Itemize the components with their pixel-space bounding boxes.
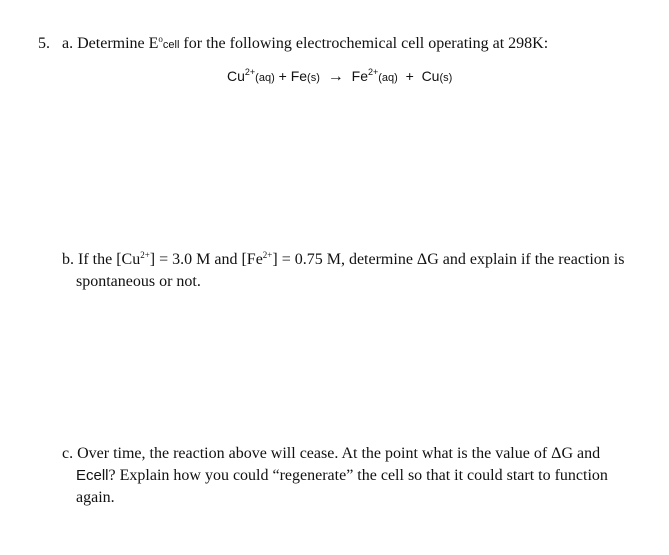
reactant-cu: Cu bbox=[227, 68, 245, 84]
cu-ion-charge: 2+ bbox=[140, 250, 150, 260]
part-c-line2-text: ? Explain how you could “regenerate” the cell so that it could start to function bbox=[108, 467, 608, 484]
standard-state-superscript: o bbox=[158, 34, 163, 44]
cell-subscript: cell bbox=[162, 39, 180, 51]
part-c-label: c. bbox=[62, 445, 74, 462]
ecell-symbol: Ecell bbox=[76, 467, 109, 484]
product-fe-state: (aq) bbox=[378, 72, 398, 84]
part-b-line2-text: spontaneous or not. bbox=[76, 273, 201, 290]
part-b-prompt-line2 bbox=[76, 272, 201, 292]
question-number: 5. bbox=[38, 35, 50, 52]
part-c-line3-text: again. bbox=[76, 489, 115, 506]
product-cu: Cu bbox=[421, 68, 440, 84]
part-c-prompt-line2 bbox=[76, 466, 608, 486]
product-fe: Fe bbox=[351, 68, 368, 84]
part-a-prompt bbox=[62, 34, 548, 55]
part-b-text-2: ] = 3.0 M and [Fe bbox=[149, 251, 263, 268]
cell-reaction-equation bbox=[227, 66, 452, 88]
part-c-line1-text: Over time, the reaction above will cease. At the point what is the value of ΔG and bbox=[77, 445, 601, 462]
part-b-prompt-line1 bbox=[62, 250, 624, 270]
part-a-text-after: for the following electrochemical cell operating at 298K: bbox=[179, 35, 549, 52]
plus-sign: + bbox=[274, 68, 291, 84]
reactant-fe-state: (s) bbox=[307, 72, 320, 84]
part-b-text-1: If the [Cu bbox=[78, 251, 141, 268]
plus-sign: + bbox=[397, 68, 422, 84]
part-b-text-3: ] = 0.75 M, determine ΔG and explain if the reaction is bbox=[272, 251, 625, 268]
part-c-prompt-line1 bbox=[62, 444, 600, 464]
part-a-text-before: Determine E bbox=[77, 35, 159, 52]
reactant-fe: Fe bbox=[290, 68, 308, 84]
reactant-cu-charge: 2+ bbox=[244, 67, 256, 77]
product-cu-state: (s) bbox=[439, 72, 453, 84]
product-fe-charge: 2+ bbox=[368, 67, 379, 77]
reaction-arrow-icon: → bbox=[327, 68, 344, 85]
fe-ion-charge: 2+ bbox=[262, 250, 273, 260]
part-a-label: a. bbox=[62, 35, 74, 52]
part-b-label: b. bbox=[62, 251, 74, 268]
reactant-cu-state: (aq) bbox=[255, 72, 275, 84]
part-c-prompt-line3 bbox=[76, 488, 115, 508]
